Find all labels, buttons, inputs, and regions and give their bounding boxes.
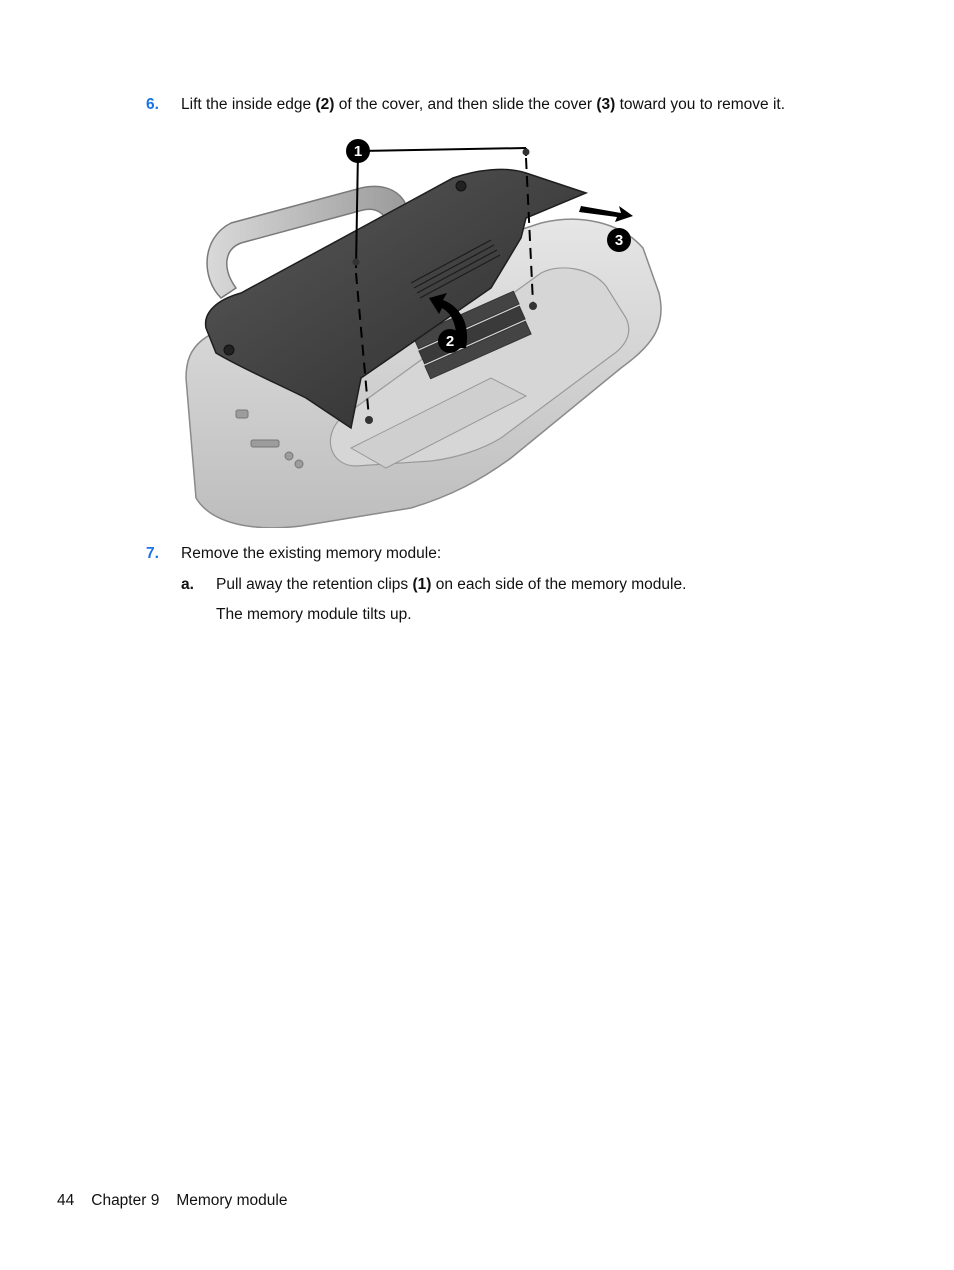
footer-section: Memory module	[176, 1192, 288, 1209]
callout-badge-3	[607, 228, 631, 252]
substep-a-text-b: on each side of the memory module.	[431, 576, 687, 593]
step-6-text-b: of the cover, and then slide the cover	[334, 96, 597, 113]
substep-a-text	[216, 576, 686, 594]
callout-badge-1	[346, 139, 370, 163]
step-7-text: Remove the existing memory module:	[181, 545, 442, 562]
step-6-text-a: Lift the inside edge	[181, 96, 316, 113]
netbook-bottom-illustration	[181, 128, 663, 528]
callout-ref-3: (3)	[596, 96, 616, 113]
step-6-text	[181, 96, 785, 114]
footer-chapter: Chapter 9	[91, 1192, 160, 1209]
step-6-number: 6.	[146, 96, 159, 113]
step-7-number: 7.	[146, 545, 159, 562]
substep-a-text-a: Pull away the retention clips	[216, 576, 413, 593]
svg-text:1: 1	[353, 143, 363, 160]
page-number: 44	[57, 1192, 75, 1209]
step-6-text-c: toward you to remove it.	[615, 96, 786, 113]
substep-a-note: The memory module tilts up.	[216, 606, 412, 623]
substep-a-letter: a.	[181, 576, 194, 593]
memory-cover-removal-illustration	[181, 128, 663, 528]
svg-text:2: 2	[445, 333, 455, 350]
callout-badge-2	[438, 329, 462, 353]
callout-ref-2: (2)	[315, 96, 335, 113]
page-footer	[57, 1192, 304, 1210]
svg-text:3: 3	[614, 232, 624, 249]
callout-ref-1: (1)	[412, 576, 432, 593]
